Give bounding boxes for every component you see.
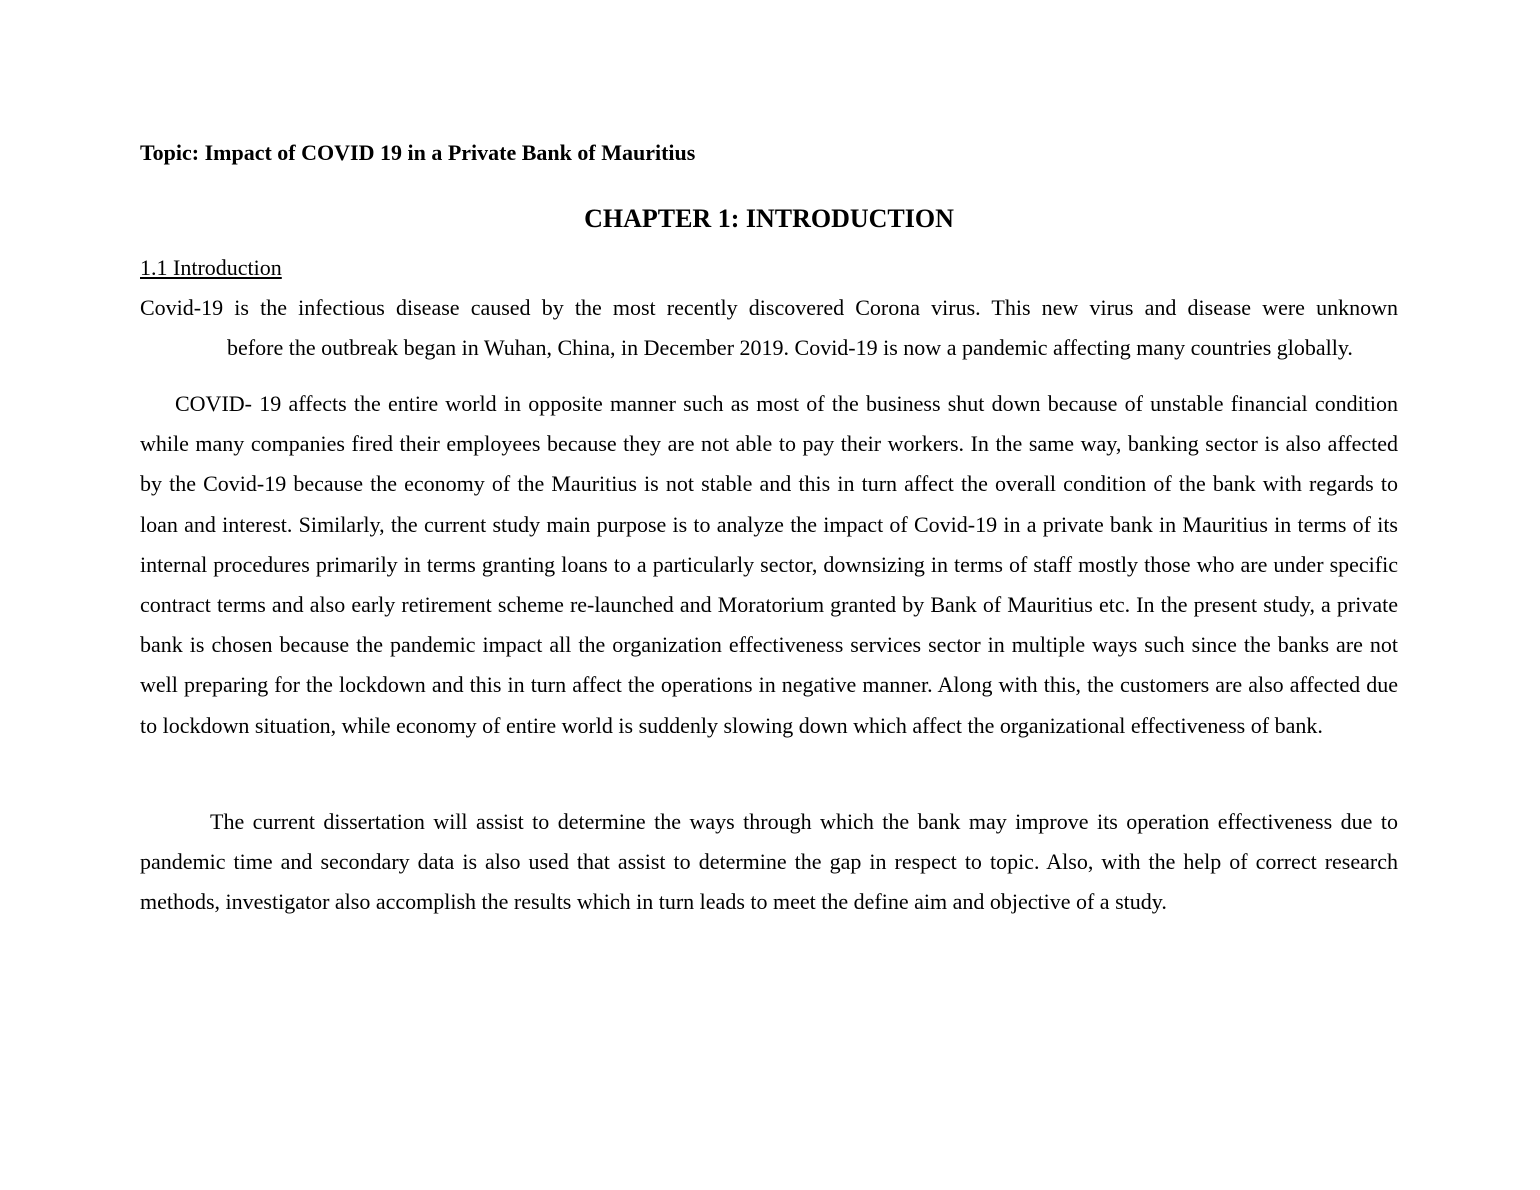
- section-heading: 1.1 Introduction: [140, 255, 282, 280]
- paragraph-intro-line-2: before the outbreak began in Wuhan, China, in December 2019. Covid-19 is now a pandemic affecting many countries globally.: [227, 335, 1353, 361]
- topic-heading: Topic: Impact of COVID 19 in a Private Bank of Mauritius: [140, 140, 696, 165]
- chapter-title: CHAPTER 1: INTRODUCTION: [584, 204, 954, 233]
- paragraph-intro-line-1: Covid-19 is the infectious disease caused by the most recently discovered Corona virus. This new virus and disease were unknown: [140, 295, 1398, 320]
- paragraph-covid-impact: COVID- 19 affects the entire world in opposite manner such as most of the business shut down because of unstable financial condition while many companies fired their employees because they are not able to pay their workers. In the same way, banking sector is also affected by the Covid-19 because the economy of the Mauritius is not stable and this in turn affect the overall condition of the bank with regards to loan and interest. Similarly, the current study main purpose is to analyze the impact of Covid-19 in a private bank in Mauritius in terms of its internal procedures primarily in terms granting loans to a particularly sector, downsizing in terms of staff mostly those who are under specific contract terms and also early retirement scheme re-launched and Moratorium granted by Bank of Mauritius etc. In the present study, a private bank is chosen because the pandemic impact all the organization effectiveness services sector in multiple ways such since the banks are not well preparing for the lockdown and this in turn affect the operations in negative manner. Along with this, the customers are also affected due to lockdown situation, while economy of entire world is suddenly slowing down which affect the organizational effectiveness of bank.: [140, 391, 1398, 738]
- paragraph-intro: [140, 288, 1398, 368]
- paragraph-dissertation: The current dissertation will assist to determine the ways through which the bank may improve its operation effectiveness due to pandemic time and secondary data is also used that assist to determine the gap in respect to topic. Also, with the help of correct research methods, investigator also accomplish the results which in turn leads to meet the define aim and objective of a study.: [140, 809, 1398, 915]
